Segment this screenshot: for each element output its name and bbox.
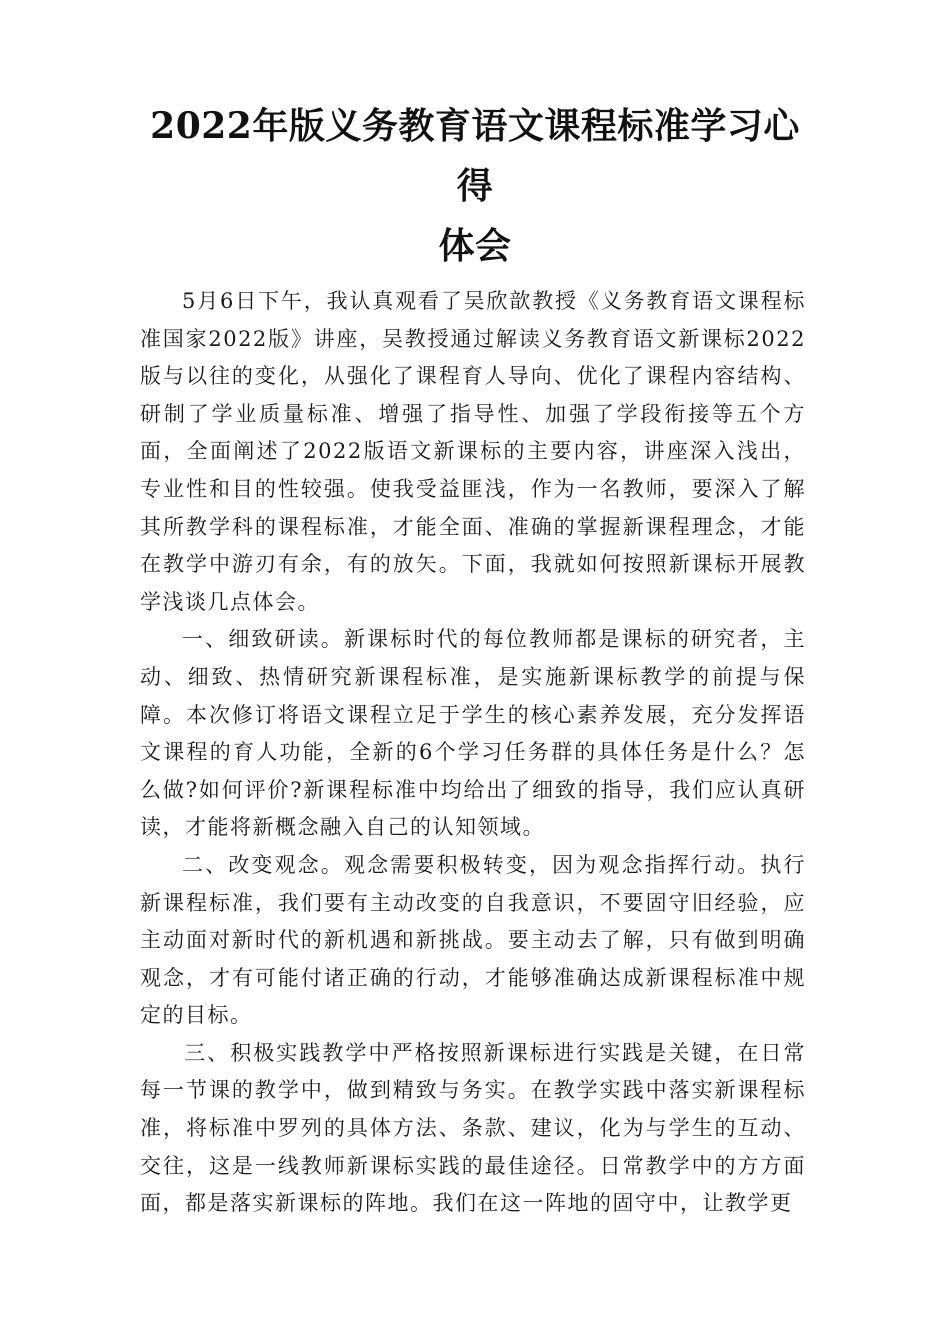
- paragraph-intro: 5月6日下午，我认真观看了吴欣歆教授《义务教育语文课程标准国家2022版》讲座，吴教授通过解读义务教育语文新课标2022版与以往的变化，从强化了课程育人导向、优化了课程内容结构、研制了学业质量标准、增强了指导性、加强了学段衔接等五个方面，全面阐述了2022版语文新课标的主要内容，讲座深入浅出，专业性和目的性较强。使我受益匪浅，作为一名教师，要深入了解其所教学科的课程标准，才能全面、准确的掌握新课程理念，才能在教学中游刃有余，有的放矢。下面，我就如何按照新课标开展教学浅谈几点体会。: [140, 289, 806, 614]
- title-line-1: 2022年版义务教育语文课程标准学习心得: [150, 105, 800, 207]
- paragraph-1: 一、细致研读。新课标时代的每位教师都是课标的研究者，主动、细致、热情研究新课程标准，是实施新课标教学的前提与保障。本次修订将语文课程立足于学生的核心素养发展，充分发挥语文课程的育人功能，全新的6个学习任务群的具体任务是什么？怎么做?如何评价?新课程标准中均给出了细致的指导，我们应认真研读，才能将新概念融入自己的认知领域。: [140, 627, 806, 840]
- document-title: [140, 96, 810, 276]
- paragraph-3: 三、积极实践教学中严格按照新课标进行实践是关键，在日常每一节课的教学中，做到精致与务实。在教学实践中落实新课程标准，将标准中罗列的具体方法、条款、建议，化为与学生的互动、交往，这是一线教师新课标实践的最佳途径。日常教学中的方方面面，都是落实新课标的阵地。我们在这一阵地的固守中，让教学更: [140, 1040, 806, 1216]
- title-line-2: 体会: [438, 225, 512, 267]
- paragraph-2: 二、改变观念。观念需要积极转变，因为观念指挥行动。执行新课程标准，我们要有主动改变的自我意识，不要固守旧经验，应主动面对新时代的新机遇和新挑战。要主动去了解，只有做到明确观念，才有可能付诸正确的行动，才能够准确达成新课程标准中规定的目标。: [140, 852, 806, 1028]
- document-body: [140, 283, 806, 1223]
